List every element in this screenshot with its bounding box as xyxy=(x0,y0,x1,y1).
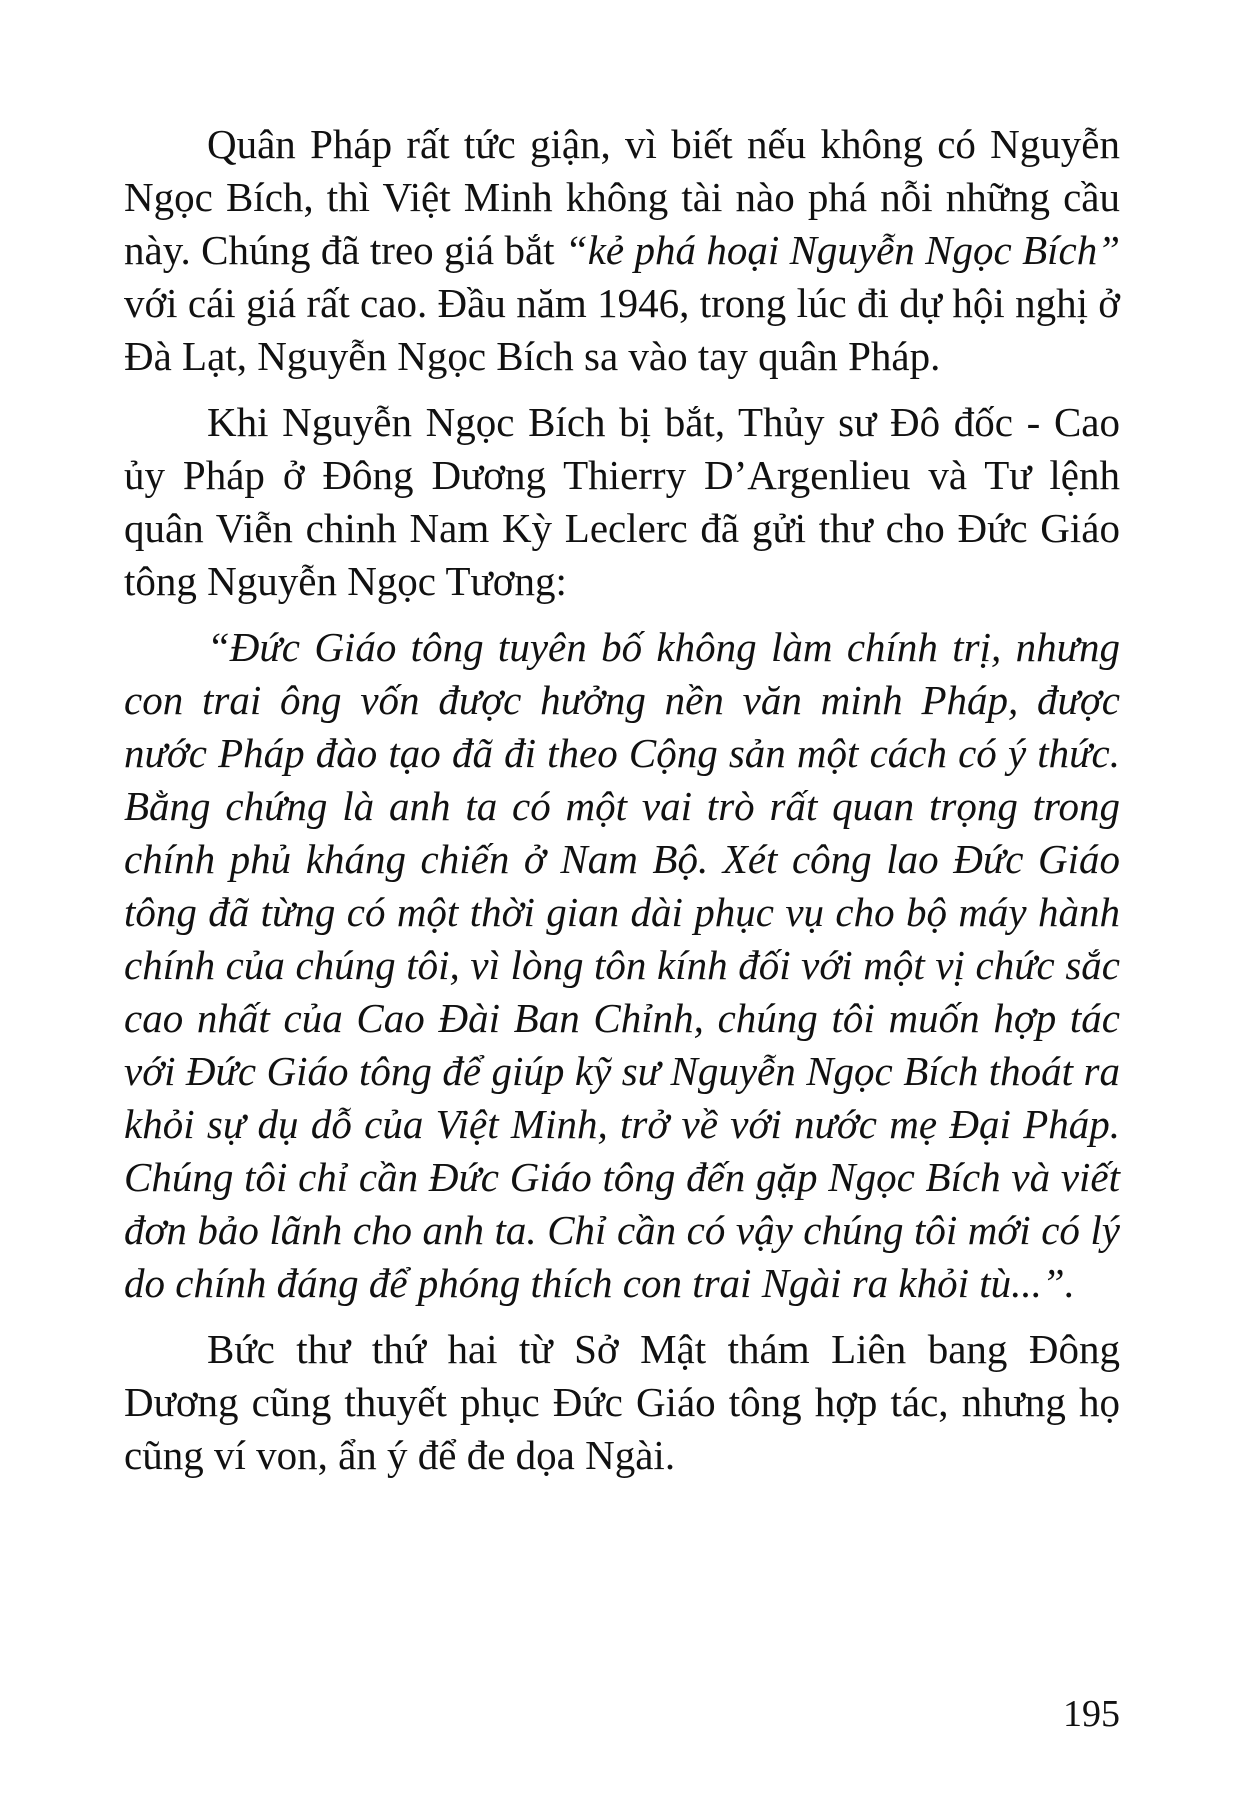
paragraph-capture-text-end: với cái giá rất cao. Đầu năm 1946, trong lúc đi dự hội nghị ở Đà Lạt, Nguyễn Ngọc Bích sa vào tay quân Pháp. xyxy=(124,280,1120,379)
paragraph-second-letter: Bức thư thứ hai từ Sở Mật thám Liên bang Đông Dương cũng thuyết phục Đức Giáo tông hợp tác, nhưng họ cũng ví von, ẩn ý để đe dọa Ngài. xyxy=(124,1326,1120,1478)
paragraph-capture xyxy=(124,118,1120,383)
paragraph-letter-intro: Khi Nguyễn Ngọc Bích bị bắt, Thủy sư Đô đốc - Cao ủy Pháp ở Đông Dương Thierry D’Argenlieu và Tư lệnh quân Viễn chinh Nam Kỳ Leclerc đã gửi thư cho Đức Giáo tông Nguyễn Ngọc Tương: xyxy=(124,399,1120,604)
wanted-quote: “kẻ phá hoại Nguyễn Ngọc Bích” xyxy=(564,227,1121,273)
book-page xyxy=(124,118,1120,1482)
paragraph-capture-text: Quân Pháp rất tức giận, vì biết nếu không có Nguyễn Ngọc Bích, thì Việt Minh không tài nào phá nỗi những cầu này. Chúng đã treo giá bắt xyxy=(124,121,1120,273)
quoted-letter: “Đức Giáo tông tuyên bố không làm chính trị, nhưng con trai ông vốn được hưởng nền văn minh Pháp, được nước Pháp đào tạo đã đi theo Cộng sản một cách có ý thức. Bằng chứng là anh ta có một vai trò rất quan trọng trong chính phủ kháng chiến ở Nam Bộ. Xét công lao Đức Giáo tông đã từng có một thời gian dài phục vụ cho bộ máy hành chính của chúng tôi, vì lòng tôn kính đối với một vị chức sắc cao nhất của Cao Đài Ban Chỉnh, chúng tôi muốn hợp tác với Đức Giáo tông để giúp kỹ sư Nguyễn Ngọc Bích thoát ra khỏi sự dụ dỗ của Việt Minh, trở về với nước mẹ Đại Pháp. Chúng tôi chỉ cần Đức Giáo tông đến gặp Ngọc Bích và viết đơn bảo lãnh cho anh ta. Chỉ cần có vậy chúng tôi mới có lý do chính đáng để phóng thích con trai Ngài ra khỏi tù...”. xyxy=(124,624,1120,1306)
page-number: 195 xyxy=(1063,1693,1120,1735)
